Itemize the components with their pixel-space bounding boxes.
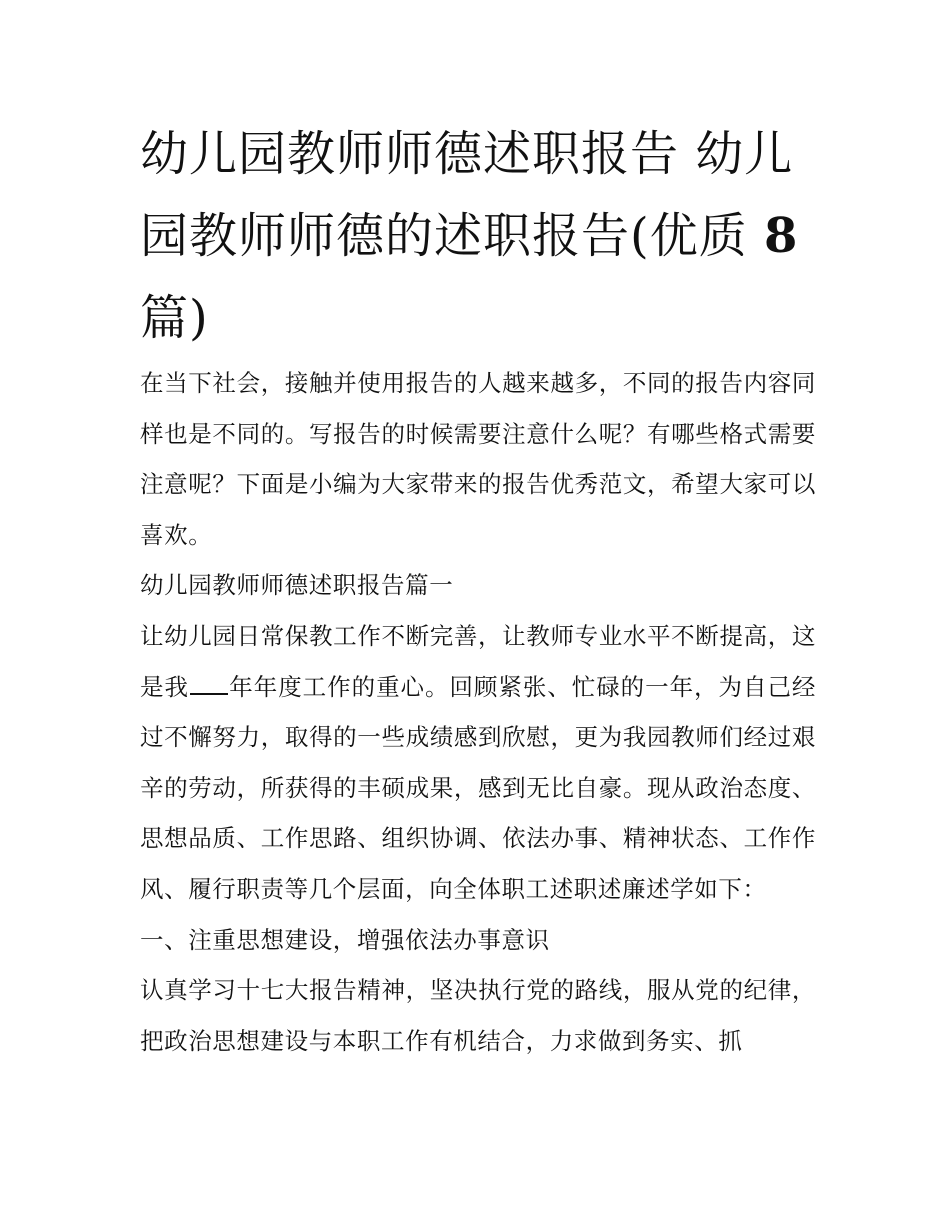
section-heading: 幼儿园教师师德述职报告篇一 — [140, 571, 454, 600]
body-paragraph-2: 认真学习十七大报告精神，坚决执行党的路线，服从党的纪律，把政治思想建设与本职工作有机结合，力求做到务实、抓 — [140, 976, 816, 1055]
document-title — [140, 113, 820, 359]
document-body — [140, 358, 816, 1066]
intro-paragraph: 在当下社会，接触并使用报告的人越来越多，不同的报告内容同样也是不同的。写报告的时候需要注意什么呢？有哪些格式需要注意呢？下面是小编为大家带来的报告优秀范文，希望大家可以喜欢。 — [140, 369, 816, 549]
title-text: 幼儿园教师师德述职报告 幼儿园教师师德的述职报告(优质 — [140, 126, 794, 264]
title-suffix: 篇) — [140, 290, 209, 346]
para1-text-after-blank: 年年度工作的重心。回顾紧张、忙碌的一年，为自己经过不懈努力，取得的一些成绩感到欣慰，更为我园教师们经过艰辛的劳动，所获得的丰硕成果，感到无比自豪。现从政治态度、思想品质、工作思路、组织协调、依法办事、精神状态、工作作风、履行职责等几个层面，向全体职工述职述廉述学如下： — [140, 672, 817, 903]
fill-in-blank — [190, 675, 228, 695]
subheading-1: 一、注重思想建设，增强依法办事意识 — [140, 925, 550, 954]
para1-text-before-blank: 让幼儿园日常保教工作不断完善，让教师专业水平不断提高，这是我 — [140, 621, 816, 701]
title-number: 8 — [764, 208, 799, 264]
body-paragraph-1 — [140, 611, 816, 915]
